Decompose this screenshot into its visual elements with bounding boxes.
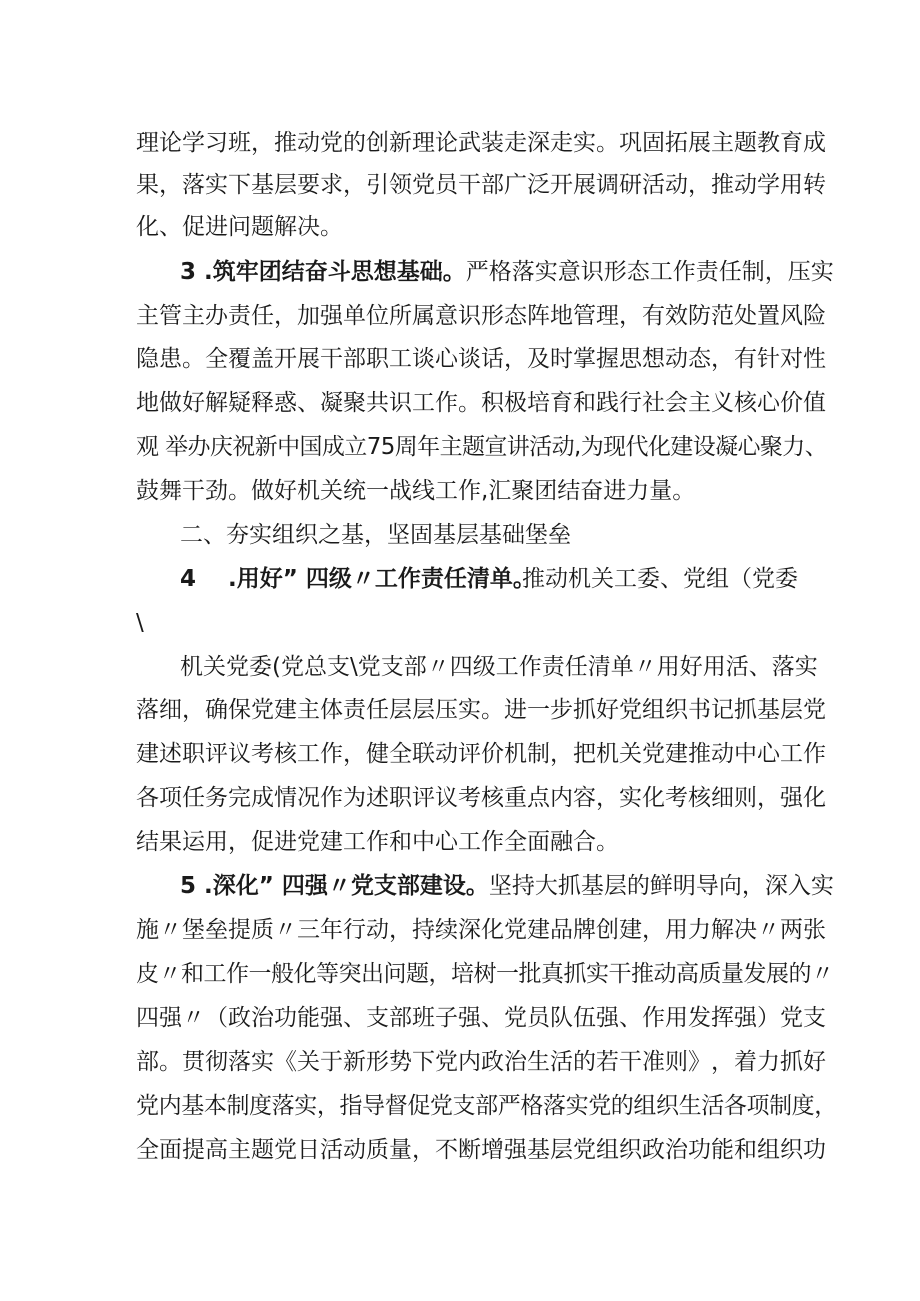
paragraph-first-line: [180, 562, 798, 596]
item-number: 4: [180, 566, 197, 592]
text-line: 部 。 贯 彻 落 实 《 关 于 新 形 势 下 党 内 政 治 生 活 的 若 干 准 则 》 ， 着 力 抓 好: [136, 1049, 826, 1075]
text-line: 地 做 好 解 疑 释 惑 、 凝 聚 共 识 工 作 。 积 极 培 育 和 践 行 社 会 主 义 核 心 价 值: [136, 390, 826, 416]
text-line: 四 强 〃 （ 政 治 功 能 强 、 支 部 班 子 强 、 党 员 队 伍 强 、 作 用 发 挥 强 ） 党 支: [136, 1005, 826, 1031]
text-line: 建 述 职 评 议 考 核 工 作 ， 健 全 联 动 评 价 机 制 ， 把 机 关 党 建 推 动 中 心 工 作: [136, 741, 826, 767]
text-line: 党 内 基 本 制 度 落 实 ， 指 导 督 促 党 支 部 严 格 落 实 党 的 组 织 生 活 各 项 制 度 ，: [136, 1093, 837, 1119]
text-line: 隐 患 。 全 覆 盖 开 展 干 部 职 工 谈 心 谈 话 ， 及 时 掌 握 思 想 动 态 ， 有 针 对 性: [136, 346, 826, 372]
text-line: 结果运用，促进党建工作和中心工作全面融合。: [136, 829, 619, 855]
text-line: 鼓舞干劲。做好机关统一战线工作,汇聚团结奋进力量。: [136, 478, 696, 504]
text-line: 各 项 任 务 完 成 情 况 作 为 述 职 评 议 考 核 重 点 内 容 ， 实 化 考 核 细 则 ， 强 化: [136, 785, 826, 811]
item-heading: 5 .深化” 四强〃党支部建设。: [180, 873, 489, 899]
item-heading: 3 .筑牢团结奋斗思想基础。: [180, 259, 466, 285]
text-line: 果 ， 落 实 下 基 层 要 求 ， 引 领 党 员 干 部 广 泛 开 展 调 研 活 动 ， 推 动 学 用 转: [136, 172, 826, 198]
text-line: 施 〃 堡 垒 提 质 〃 三 年 行 动 ， 持 续 深 化 党 建 品 牌 创 建 ， 用 力 解 决 〃 两 张: [136, 917, 826, 943]
text-line: 落 细 ， 确 保 党 建 主 体 责 任 层 层 压 实 。 进 一 步 抓 好 党 组 织 书 记 抓 基 层 党: [136, 697, 826, 723]
text-run: 严格落实意识形态工作责任制，压实: [465, 259, 834, 285]
text-line: 全 面 提 高 主 题 党 日 活 动 质 量 ， 不 断 增 强 基 层 党 组 织 政 治 功 能 和 组 织 功: [136, 1137, 826, 1163]
text-line: 理 论 学 习 班 ， 推 动 党 的 创 新 理 论 武 装 走 深 走 实 。 巩 固 拓 展 主 题 教 育 成: [136, 130, 826, 156]
paragraph-first-line: [180, 255, 834, 289]
text-line: \: [136, 610, 144, 636]
text-run: 坚持大抓基层的鲜明导向，深入实: [488, 873, 834, 899]
section-heading: 二、夯实组织之基，坚固基层基础堡垒: [180, 522, 571, 548]
text-line: 主 管 主 办 责 任 ， 加 强 单 位 所 属 意 识 形 态 阵 地 管 理 ， 有 效 防 范 处 置 风 险: [136, 303, 826, 329]
text-line: 观 举办庆祝新中国成立75周年主题宣讲活动,为现代化建设凝心聚力、: [136, 434, 828, 460]
item-heading: .用好” 四级〃工作责任清单。: [228, 566, 536, 592]
text-line: 机 关 党 委 ( 党 总 支 \ 党 支 部 〃 四 级 工 作 责 任 清 单 〃 用 好 用 活 、 落 实: [180, 654, 818, 680]
text-line: 化、促进问题解决。: [136, 214, 343, 240]
paragraph-first-line: [180, 869, 834, 903]
text-line: 皮 〃 和 工 作 一 般 化 等 突 出 问 题 ， 培 树 一 批 真 抓 实 干 推 动 高 质 量 发 展 的 〃: [136, 961, 834, 987]
text-run: 推动机关工委、党组（党委: [522, 566, 798, 592]
